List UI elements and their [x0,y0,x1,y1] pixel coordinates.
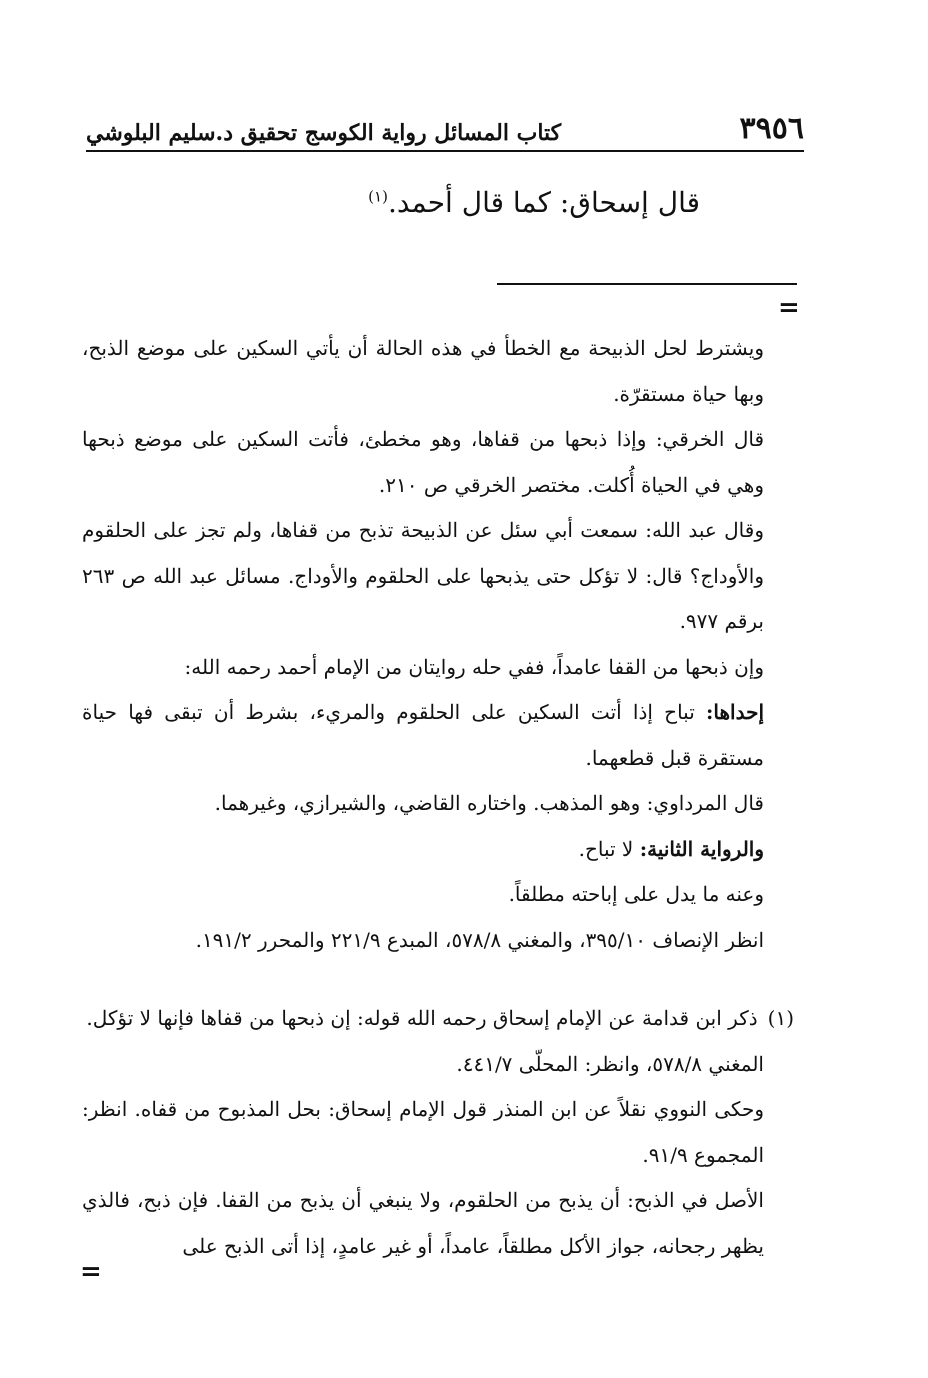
footnote-1 [82,996,794,1269]
footnote-line: وحكى النووي نقلاً عن ابن المنذر قول الإمام إسحاق: بحل المذبوح من قفاه. انظر: المجموع ٩١/٩. [82,1097,764,1167]
note-paragraph [82,827,764,873]
book-title: كتاب المسائل رواية الكوسج تحقيق د.سليم البلوشي [86,120,562,146]
continuation-marker-bottom: = [80,1257,102,1287]
note-paragraph [82,690,764,781]
footnote-text: ذكر ابن قدامة عن الإمام إسحاق رحمه الله قوله: إن ذبحها من قفاها فإنها لا تؤكل. [86,1006,758,1030]
note-body: تباح إذا أتت السكين على الحلقوم والمريء، بشرط أن تبقى فها حياة مستقرة قبل قطعهما. [82,700,764,770]
header-rule [86,150,804,152]
note-paragraph: وقال عبد الله: سمعت أبي سئل عن الذبيحة تذبح من قفاها، ولم تجز على الحلقوم والأوداج؟ قال: لا تؤكل حتى يذبحها على الحلقوم والأوداج. مسائل عبد الله ص ٢٦٣ برقم ٩٧٧. [82,518,764,633]
footnote-line: الأصل في الذبح: أن يذبح من الحلقوم، ولا ينبغي أن يذبح من القفا. فإن ذبح، فالذي يظهر رجحانه، جواز الأكل مطلقاً، عامداً، أو غير عامدٍ، إذا أتى الذبح على [82,1188,764,1258]
main-text [220,186,700,219]
footnote-number: (١) [767,1006,794,1030]
page-number: ٣٩٥٦ [739,111,804,146]
main-text-body: قال إسحاق: كما قال أحمد. [387,186,700,219]
footnote-reference: (١) [368,187,388,206]
note-paragraph: انظر الإنصاف ٣٩٥/١٠، والمغني ٥٧٨/٨، المبدع ٢٢١/٩ والمحرر ١٩١/٢. [195,927,764,952]
page-header [86,108,804,146]
continued-footnote-text [82,326,764,963]
note-body: لا تباح. [578,836,640,861]
note-paragraph: وإن ذبحها من القفا عامداً، ففي حله روايتان من الإمام أحمد رحمه الله: [184,654,764,679]
note-paragraph: قال المرداوي: وهو المذهب. واختاره القاضي، والشيرازي، وغيرهما. [214,791,764,815]
continuation-marker-top: = [778,293,800,323]
note-lead: والرواية الثانية: [639,836,764,861]
note-paragraph: وعنه ما يدل على إباحته مطلقاً. [508,882,764,906]
footnote-separator [497,283,797,285]
footnote-line [82,996,794,1042]
footnote-line: المغني ٥٧٨/٨، وانظر: المحلّى ٤٤١/٧. [456,1051,764,1076]
note-paragraph: قال الخرقي: وإذا ذبحها من قفاها، وهو مخطئ، فأتت السكين على موضع ذبحها وهي في الحياة أُكلت. مختصر الخرقي ص ٢١٠. [82,427,764,497]
note-paragraph: ويشترط لحل الذبيحة مع الخطأ في هذه الحالة أن يأتي السكين على موضع الذبح، وبها حياة مستقرّة. [82,336,764,406]
note-lead: إحداها: [706,700,764,724]
